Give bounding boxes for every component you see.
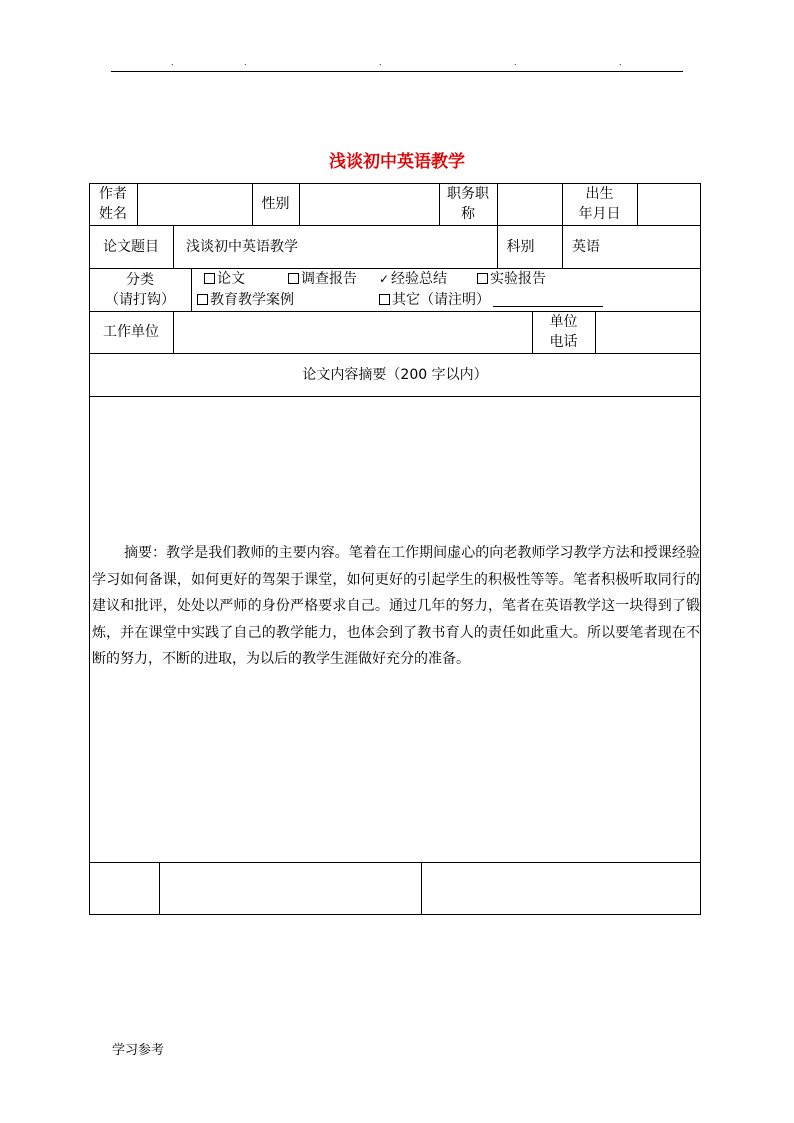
header-dot: . (171, 58, 174, 67)
gender-field[interactable] (300, 183, 439, 225)
paper-title-field[interactable]: 浅谈初中英语教学 (186, 238, 298, 255)
option-label: 论文 (217, 271, 245, 287)
subject-field[interactable]: 英语 (572, 238, 600, 255)
other-specify-line[interactable] (493, 306, 603, 307)
position-label: 职务职 称 (447, 186, 489, 222)
author-label: 作者 姓名 (99, 186, 127, 222)
checkmark-icon[interactable]: ✓ (378, 272, 390, 286)
abstract-text: 摘要：教学是我们教师的主要内容。笔着在工作期间虚心的向老教师学习教学方法和授课经验学习如何备课，如何更好的驾架于课堂，如何更好的引起学生的积极性等等。笔者积极听取同行的建议和批评，处处以严师的身份严格要求自己。通过几年的努力，笔者在英语教学这一块得到了锻炼，并在课堂中实践了自己的教学能力，也体会到了教书育人的责任如此重大。所以要笔者现在不断的努力，不断的进取，为以后的教学生涯做好充分的准备。 (92, 545, 700, 667)
checkbox-icon[interactable] (288, 273, 299, 284)
unit-phone-label: 单位 电话 (549, 314, 578, 350)
document-title: 浅谈初中英语教学 (329, 152, 465, 172)
column-divider (421, 862, 422, 915)
category-option-other[interactable] (379, 290, 490, 310)
category-option-experiment[interactable] (477, 269, 546, 289)
category-label: 分类 （请打钩） (105, 271, 175, 308)
column-divider (191, 268, 192, 311)
row-divider (89, 862, 701, 863)
checkbox-icon[interactable] (477, 273, 488, 284)
header-dot: . (514, 58, 517, 67)
abstract-header: 论文内容摘要（200 字以内） (302, 366, 488, 383)
checkbox-icon[interactable] (197, 294, 208, 305)
work-unit-label: 工作单位 (103, 324, 159, 340)
checkbox-icon[interactable] (204, 273, 215, 284)
option-label: 实验报告 (490, 271, 546, 287)
category-option-experience[interactable] (378, 269, 447, 289)
unit-phone-field[interactable] (596, 311, 701, 353)
position-field[interactable] (498, 183, 562, 225)
row-divider (89, 396, 701, 397)
checkbox-icon[interactable] (379, 294, 390, 305)
option-label: 其它（请注明） (392, 292, 490, 308)
category-option-case[interactable] (197, 290, 294, 310)
birth-label: 出生 年月日 (578, 186, 621, 222)
header-dot: . (379, 58, 382, 67)
header-dot: . (244, 58, 247, 67)
author-field[interactable] (138, 183, 252, 225)
paper-title-label: 论文题目 (103, 238, 159, 255)
option-label: 经验总结 (391, 271, 447, 287)
column-divider (173, 225, 174, 268)
column-divider (562, 225, 563, 268)
category-option-paper[interactable] (204, 269, 245, 289)
option-label: 调查报告 (301, 271, 357, 287)
work-unit-field[interactable] (174, 311, 532, 353)
column-divider (159, 862, 160, 915)
subject-label: 科别 (506, 238, 535, 255)
birth-field[interactable] (638, 183, 701, 225)
footer-text: 学习参考 (112, 1043, 165, 1058)
header-dots (111, 58, 683, 70)
header-dot: . (619, 58, 622, 67)
header-rule (111, 71, 683, 72)
option-label: 教育教学案例 (210, 292, 294, 308)
gender-label: 性别 (261, 196, 290, 212)
category-option-survey[interactable] (288, 269, 357, 289)
